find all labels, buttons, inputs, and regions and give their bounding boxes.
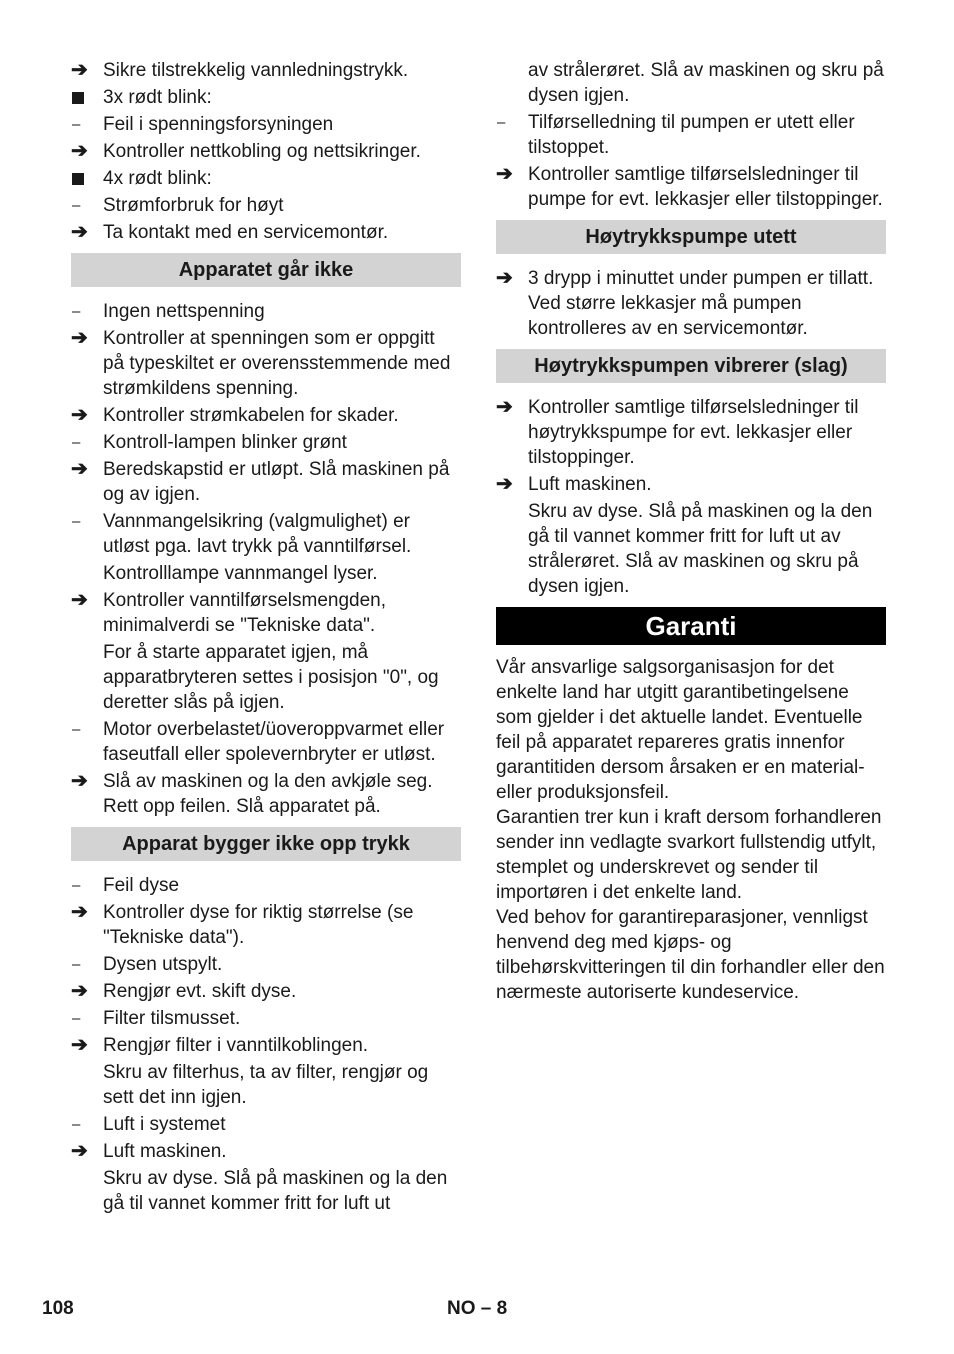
list-item-text: 3x rødt blink: — [103, 87, 212, 108]
list-item-text: Kontroller samtlige tilførselsledninger til pumpe for evt. lekkasjer eller tilstoppinger. — [528, 164, 883, 210]
right-arrow-icon: ➔ — [71, 770, 88, 792]
section-list-apparatet-gar-ikke — [71, 299, 461, 819]
page-number: 108 — [42, 1298, 74, 1319]
section-heading-hoytrykkspumpe-utett: Høytrykkspumpe utett — [496, 220, 886, 254]
list-item-text: Ta kontakt med en servicemontør. — [103, 222, 389, 243]
list-item-continuation: For å starte apparatet igjen, må apparatbryteren settes i posisjon "0", og deretter slås på igjen. — [103, 642, 439, 713]
list-item — [71, 85, 461, 110]
garanti-paragraph: Vår ansvarlige salgsorganisasjon for det enkelte land har utgitt garantibetingelsene som gjelder i det aktuelle landet. Eventuelle feil på apparatet repareres gratis innenfor garantitiden dersom årsaken er en material- eller produksjonsfeil. — [496, 657, 865, 803]
list-item — [496, 395, 886, 470]
dash-bullet-icon: – — [72, 434, 81, 451]
right-column — [496, 58, 886, 1005]
list-item-text: Kontroller nettkobling og nettsikringer. — [103, 141, 421, 162]
list-item-text: Rengjør filter i vanntilkoblingen. — [103, 1035, 369, 1056]
list-item-text: Slå av maskinen og la den avkjøle seg. Rett opp feilen. Slå apparatet på. — [103, 771, 433, 817]
section-list-apparat-bygger-ikke-opp-trykk — [71, 873, 461, 1216]
left-top-list — [71, 58, 461, 245]
list-item — [71, 403, 461, 428]
list-item-text: Feil dyse — [103, 875, 180, 896]
list-item-text: 3 drypp i minuttet under pumpen er tillatt. Ved større lekkasjer må pumpen kontrolleres av en servicemontør. — [528, 268, 874, 339]
list-item-continuation: Skru av filterhus, ta av filter, rengjør og sett det inn igjen. — [103, 1062, 429, 1108]
list-item-text: Kontroll-lampen blinker grønt — [103, 432, 347, 453]
list-item-text: Luft maskinen. — [103, 1141, 227, 1162]
list-item — [71, 1112, 461, 1137]
right-arrow-icon: ➔ — [71, 1140, 88, 1162]
dash-bullet-icon: – — [72, 1010, 81, 1027]
right-arrow-icon: ➔ — [496, 396, 513, 418]
list-item — [496, 266, 886, 341]
list-item-text: Ingen nettspenning — [103, 301, 265, 322]
list-item — [71, 112, 461, 137]
list-item — [71, 1139, 461, 1164]
list-item — [71, 1006, 461, 1031]
list-item — [71, 873, 461, 898]
list-item-text: Kontroller vanntilførselsmengden, minimalverdi se "Tekniske data". — [103, 590, 387, 636]
dash-bullet-icon: – — [72, 1116, 81, 1133]
list-item-text: Rengjør evt. skift dyse. — [103, 981, 297, 1002]
right-arrow-icon: ➔ — [71, 589, 88, 611]
list-item-text: Beredskapstid er utløpt. Slå maskinen på og av igjen. — [103, 459, 450, 505]
list-item — [71, 220, 461, 245]
list-item-text: Kontroller strømkabelen for skader. — [103, 405, 399, 426]
right-arrow-icon: ➔ — [71, 221, 88, 243]
square-bullet-icon — [71, 166, 103, 191]
list-item-text: Luft i systemet — [103, 1114, 226, 1135]
list-item-text: Kontroller at spenningen som er oppgitt på typeskiltet er overensstemmende med strømkildens spenning. — [103, 328, 451, 399]
list-item-text: Kontroller dyse for riktig størrelse (se "Tekniske data"). — [103, 902, 414, 948]
list-item-continuation: Kontrolllampe vannmangel lyser. — [103, 563, 378, 584]
list-item — [496, 472, 886, 497]
list-item — [496, 110, 886, 160]
right-arrow-icon: ➔ — [71, 980, 88, 1002]
section-heading-hoytrykkspumpen-vibrerer: Høytrykkspumpen vibrerer (slag) — [496, 349, 886, 383]
section-list-hoytrykkspumpen-vibrerer — [496, 395, 886, 599]
right-arrow-icon: ➔ — [71, 140, 88, 162]
list-item-text: Filter tilsmusset. — [103, 1008, 241, 1029]
garanti-text — [496, 655, 886, 1005]
section-heading-apparat-bygger-ikke-opp-trykk: Apparat bygger ikke opp trykk — [71, 827, 461, 861]
list-item — [71, 193, 461, 218]
right-arrow-icon: ➔ — [496, 267, 513, 289]
list-item-text: Vannmangelsikring (valgmulighet) er utløst pga. lavt trykk på vanntilførsel. — [103, 511, 412, 557]
dash-bullet-icon: – — [72, 721, 81, 738]
list-item-continuation: Skru av dyse. Slå på maskinen og la den gå til vannet kommer fritt for luft ut — [103, 1168, 448, 1214]
list-item-text: Strømforbruk for høyt — [103, 195, 284, 216]
list-item-continuation: Skru av dyse. Slå på maskinen og la den gå til vannet kommer fritt for luft ut av strålerøret. Slå av maskinen og skru på dysen igjen. — [528, 501, 873, 597]
dash-bullet-icon: – — [72, 877, 81, 894]
right-arrow-icon: ➔ — [71, 404, 88, 426]
list-item — [71, 769, 461, 819]
list-item-text: Motor overbelastet/üoveroppvarmet eller faseutfall eller spolevernbryter er utløst. — [103, 719, 445, 765]
list-item — [71, 58, 461, 83]
right-arrow-icon: ➔ — [496, 163, 513, 185]
section-list-hoytrykkspumpe-utett — [496, 266, 886, 341]
list-item — [496, 162, 886, 212]
dash-bullet-icon: – — [72, 116, 81, 133]
dash-bullet-icon: – — [497, 114, 506, 131]
section-label: NO – 8 — [447, 1298, 508, 1319]
list-item — [71, 299, 461, 324]
garanti-paragraph: Garantien trer kun i kraft dersom forhandleren sender inn vedlagte svarkort fullstendig utfylt, stemplet og underskrevet og sender til importøren i det enkelte land. — [496, 807, 882, 903]
list-item-text: Sikre tilstrekkelig vannledningstrykk. — [103, 60, 409, 81]
list-item — [71, 139, 461, 164]
right-arrow-icon: ➔ — [71, 458, 88, 480]
garanti-paragraph: Ved behov for garantireparasjoner, vennligst henvend deg med kjøps- og tilbehørskvitteringen til din forhandler eller den nærmeste autoriserte kundeservice. — [496, 907, 885, 1003]
dash-bullet-icon: – — [72, 197, 81, 214]
right-arrow-icon: ➔ — [71, 1034, 88, 1056]
list-item — [71, 1033, 461, 1058]
list-item — [71, 430, 461, 455]
list-item — [71, 509, 461, 559]
right-top-list — [496, 58, 886, 212]
list-item-text: 4x rødt blink: — [103, 168, 212, 189]
dash-bullet-icon: – — [72, 956, 81, 973]
right-arrow-icon: ➔ — [71, 59, 88, 81]
list-item — [71, 326, 461, 401]
list-item-text: Luft maskinen. — [528, 474, 652, 495]
list-item-text: Feil i spenningsforsyningen — [103, 114, 334, 135]
garanti-heading: Garanti — [496, 607, 886, 645]
list-item — [71, 166, 461, 191]
list-item — [71, 979, 461, 1004]
square-bullet-icon — [71, 85, 103, 110]
list-item — [71, 900, 461, 950]
dash-bullet-icon: – — [72, 513, 81, 530]
left-column — [71, 58, 461, 1218]
right-arrow-icon: ➔ — [71, 901, 88, 923]
right-arrow-icon: ➔ — [496, 473, 513, 495]
dash-bullet-icon: – — [72, 303, 81, 320]
list-item — [71, 457, 461, 507]
list-item-text: Tilførselledning til pumpen er utett eller tilstoppet. — [528, 112, 855, 158]
list-item — [71, 717, 461, 767]
section-heading-apparatet-gar-ikke: Apparatet går ikke — [71, 253, 461, 287]
list-item-continuation: av strålerøret. Slå av maskinen og skru på dysen igjen. — [528, 60, 884, 106]
list-item-text: Kontroller samtlige tilførselsledninger til høytrykkspumpe for evt. lekkasjer eller tilstoppinger. — [528, 397, 859, 468]
list-item — [71, 588, 461, 638]
right-arrow-icon: ➔ — [71, 327, 88, 349]
list-item-text: Dysen utspylt. — [103, 954, 223, 975]
list-item — [71, 952, 461, 977]
